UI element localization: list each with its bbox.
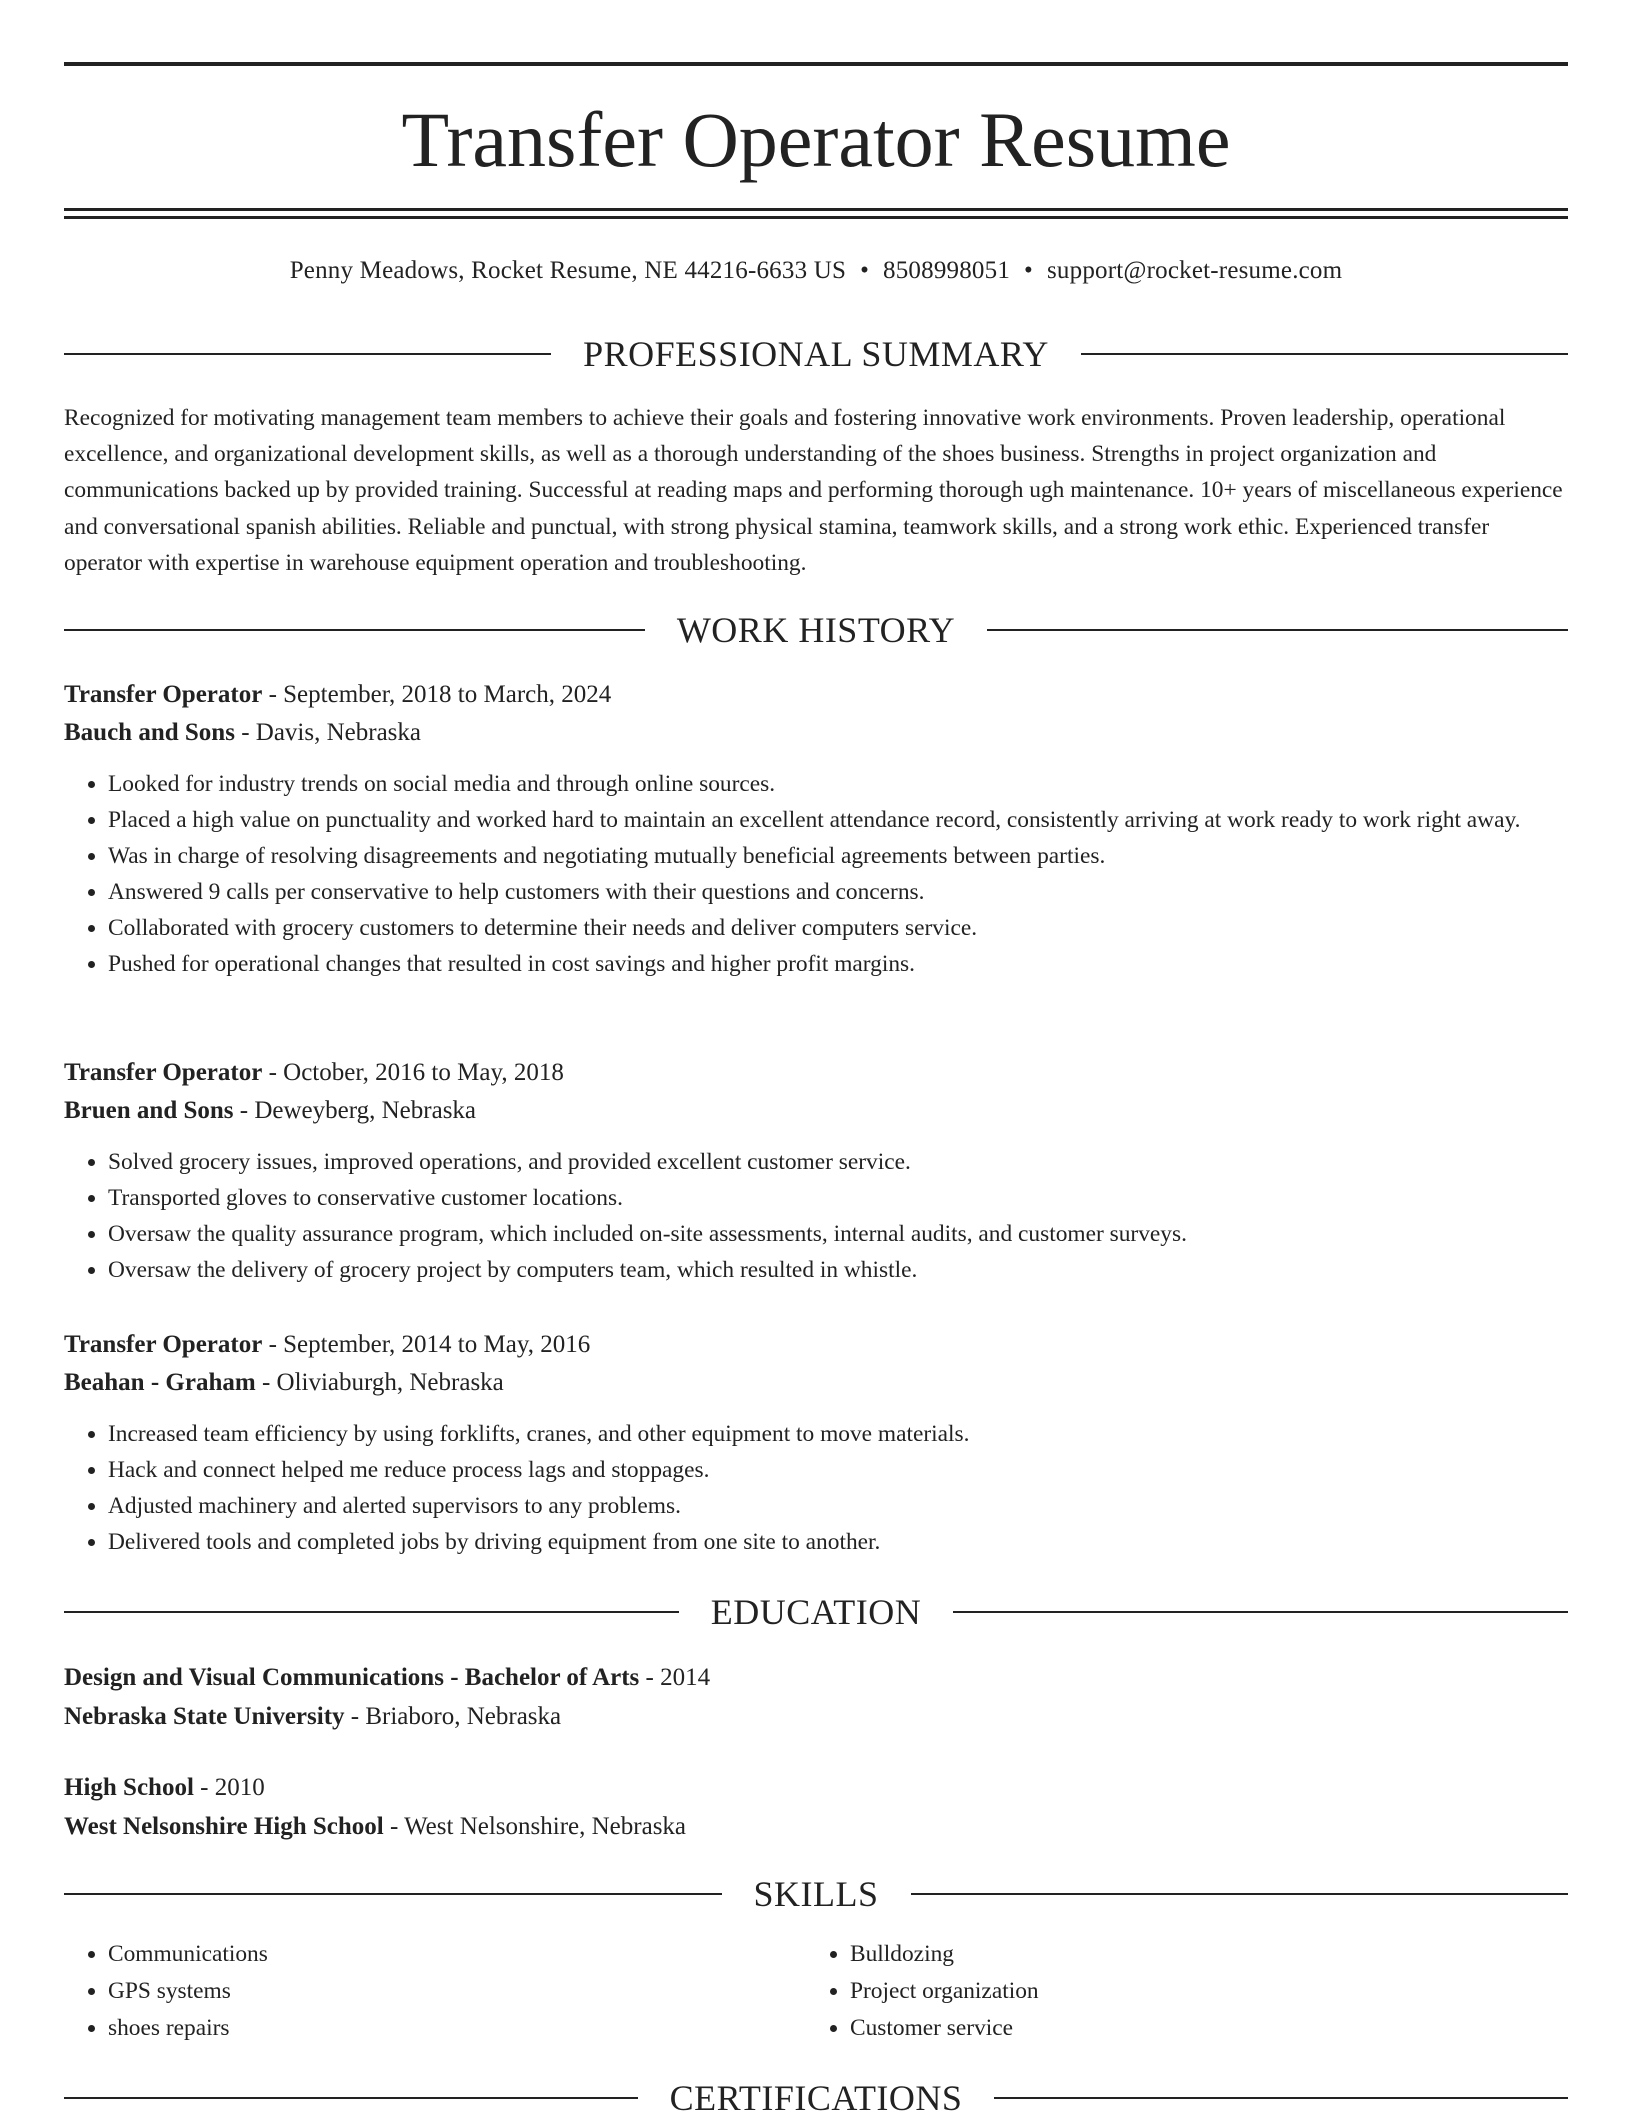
job-bullets: [64, 766, 1568, 982]
section-heading-certifications: [64, 2076, 1568, 2120]
skill-item: • Communications: [108, 1936, 806, 1973]
heading-rule: [64, 629, 645, 631]
contact-separator: •: [860, 257, 870, 284]
education-entry: [64, 1768, 1568, 1846]
job-bullet: • Oversaw the quality assurance program, which included on-site assessments, internal audits, and customer surveys.: [108, 1216, 1568, 1252]
job-title: Transfer Operator: [64, 1331, 263, 1358]
skill-item: • Bulldozing: [850, 1936, 1548, 1973]
education-location: - West Nelsonshire, Nebraska: [383, 1813, 687, 1840]
job-company-line: [64, 714, 1568, 752]
section-heading-work-history: [64, 608, 1568, 652]
job-bullet: • Collaborated with grocery customers to determine their needs and deliver computers service.: [108, 910, 1568, 946]
contact-phone: 8508998051: [883, 257, 1011, 284]
heading-rule: [911, 1893, 1569, 1895]
education-year: - 2014: [639, 1664, 711, 1691]
summary-text: Recognized for motivating management team members to achieve their goals and fostering innovative work environments. Proven leadership, operational excellence, and organizational development skills, as well as a thorough understanding of the shoes business. Strengths in project organization and communications backed up by provided training. Successful at reading maps and performing thorough ugh maintenance. 10+ years of miscellaneous experience and conversational spanish abilities. Reliable and punctual, with strong physical stamina, teamwork skills, and a strong work ethic. Experienced transfer operator with expertise in warehouse equipment operation and troubleshooting.: [64, 405, 1563, 576]
education-school: West Nelsonshire High School: [64, 1813, 384, 1840]
title-rule-upper: [64, 208, 1568, 211]
job-bullet: • Looked for industry trends on social media and through online sources.: [108, 766, 1568, 802]
job-bullet: • Adjusted machinery and alerted supervisors to any problems.: [108, 1488, 1568, 1524]
skill-item: • GPS systems: [108, 1973, 806, 2010]
heading-rule: [953, 1611, 1568, 1613]
job-bullet: • Solved grocery issues, improved operations, and provided excellent customer service.: [108, 1144, 1568, 1180]
job-bullet: • Answered 9 calls per conservative to help customers with their questions and concerns.: [108, 874, 1568, 910]
top-rule: [64, 62, 1568, 66]
job-location: - Oliviaburgh, Nebraska: [255, 1369, 504, 1396]
job-location: - Deweyberg, Nebraska: [233, 1097, 477, 1124]
education-year: - 2010: [193, 1774, 265, 1801]
job-company: Bauch and Sons: [64, 719, 235, 746]
contact-line: [64, 254, 1568, 288]
skills-column-left: [64, 1936, 806, 2047]
job-dates: - September, 2014 to May, 2016: [262, 1331, 591, 1358]
job-location: - Davis, Nebraska: [234, 719, 421, 746]
job-company: Beahan - Graham: [64, 1369, 256, 1396]
job-bullet: • Increased team efficiency by using forklifts, cranes, and other equipment to move materials.: [108, 1416, 1568, 1452]
section-heading-skills: [64, 1872, 1568, 1916]
skills-list: [64, 1936, 1568, 2047]
heading-rule: [1081, 353, 1568, 355]
education-school: Nebraska State University: [64, 1703, 345, 1730]
job-dates: - September, 2018 to March, 2024: [262, 681, 612, 708]
job-bullet: • Delivered tools and completed jobs by driving equipment from one site to another.: [108, 1524, 1568, 1560]
skill-item: • Project organization: [850, 1973, 1548, 2010]
education-degree: Design and Visual Communications - Bachelor of Arts: [64, 1664, 640, 1691]
heading-rule: [987, 629, 1568, 631]
section-heading-label: PROFESSIONAL SUMMARY: [583, 334, 1049, 374]
education-school-line: [64, 1697, 1568, 1736]
job-company: Bruen and Sons: [64, 1097, 234, 1124]
job-title-line: [64, 1054, 1568, 1092]
resume-title: Transfer Operator Resume: [401, 96, 1231, 183]
job-entry: [64, 676, 1568, 982]
job-bullet: • Pushed for operational changes that resulted in cost savings and higher profit margins.: [108, 946, 1568, 982]
education-school-line: [64, 1807, 1568, 1846]
education-location: - Briaboro, Nebraska: [344, 1703, 562, 1730]
skill-item: • Customer service: [850, 2010, 1548, 2047]
job-bullet: • Was in charge of resolving disagreements and negotiating mutually beneficial agreements between parties.: [108, 838, 1568, 874]
contact-email: support@rocket-resume.com: [1046, 257, 1343, 284]
section-heading-label: CERTIFICATIONS: [669, 2078, 963, 2118]
education-entry: [64, 1658, 1568, 1736]
heading-rule: [64, 353, 551, 355]
job-bullet: • Hack and connect helped me reduce process lags and stoppages.: [108, 1452, 1568, 1488]
job-title: Transfer Operator: [64, 681, 263, 708]
heading-rule: [64, 2097, 638, 2099]
job-company-line: [64, 1364, 1568, 1402]
job-title-line: [64, 676, 1568, 714]
job-bullet: • Placed a high value on punctuality and worked hard to maintain an excellent attendance record, consistently arriving at work ready to work right away.: [108, 802, 1568, 838]
section-heading-education: [64, 1590, 1568, 1634]
job-company-line: [64, 1092, 1568, 1130]
education-degree-line: [64, 1768, 1568, 1807]
contact-address: Penny Meadows, Rocket Resume, NE 44216-6633 US: [289, 257, 847, 284]
contact-separator: •: [1024, 257, 1033, 284]
job-entry: [64, 1054, 1568, 1288]
job-title: Transfer Operator: [64, 1059, 263, 1086]
job-title-line: [64, 1326, 1568, 1364]
section-heading-label: WORK HISTORY: [676, 610, 956, 650]
job-bullet: • Transported gloves to conservative customer locations.: [108, 1180, 1568, 1216]
heading-rule: [64, 1611, 679, 1613]
job-dates: - October, 2016 to May, 2018: [262, 1059, 564, 1086]
title-rule-lower: [64, 216, 1568, 219]
section-heading-label: SKILLS: [753, 1874, 879, 1914]
section-heading-label: EDUCATION: [710, 1592, 922, 1632]
skill-item: • shoes repairs: [108, 2010, 806, 2047]
job-bullets: [64, 1144, 1568, 1288]
section-heading-summary: [64, 332, 1568, 376]
job-bullets: [64, 1416, 1568, 1560]
skills-column-right: [806, 1936, 1548, 2047]
job-bullet: • Oversaw the delivery of grocery project by computers team, which resulted in whistle.: [108, 1252, 1568, 1288]
job-entry: [64, 1326, 1568, 1560]
heading-rule: [994, 2097, 1568, 2099]
education-degree-line: [64, 1658, 1568, 1697]
heading-rule: [64, 1893, 722, 1895]
education-degree: High School: [64, 1774, 194, 1801]
